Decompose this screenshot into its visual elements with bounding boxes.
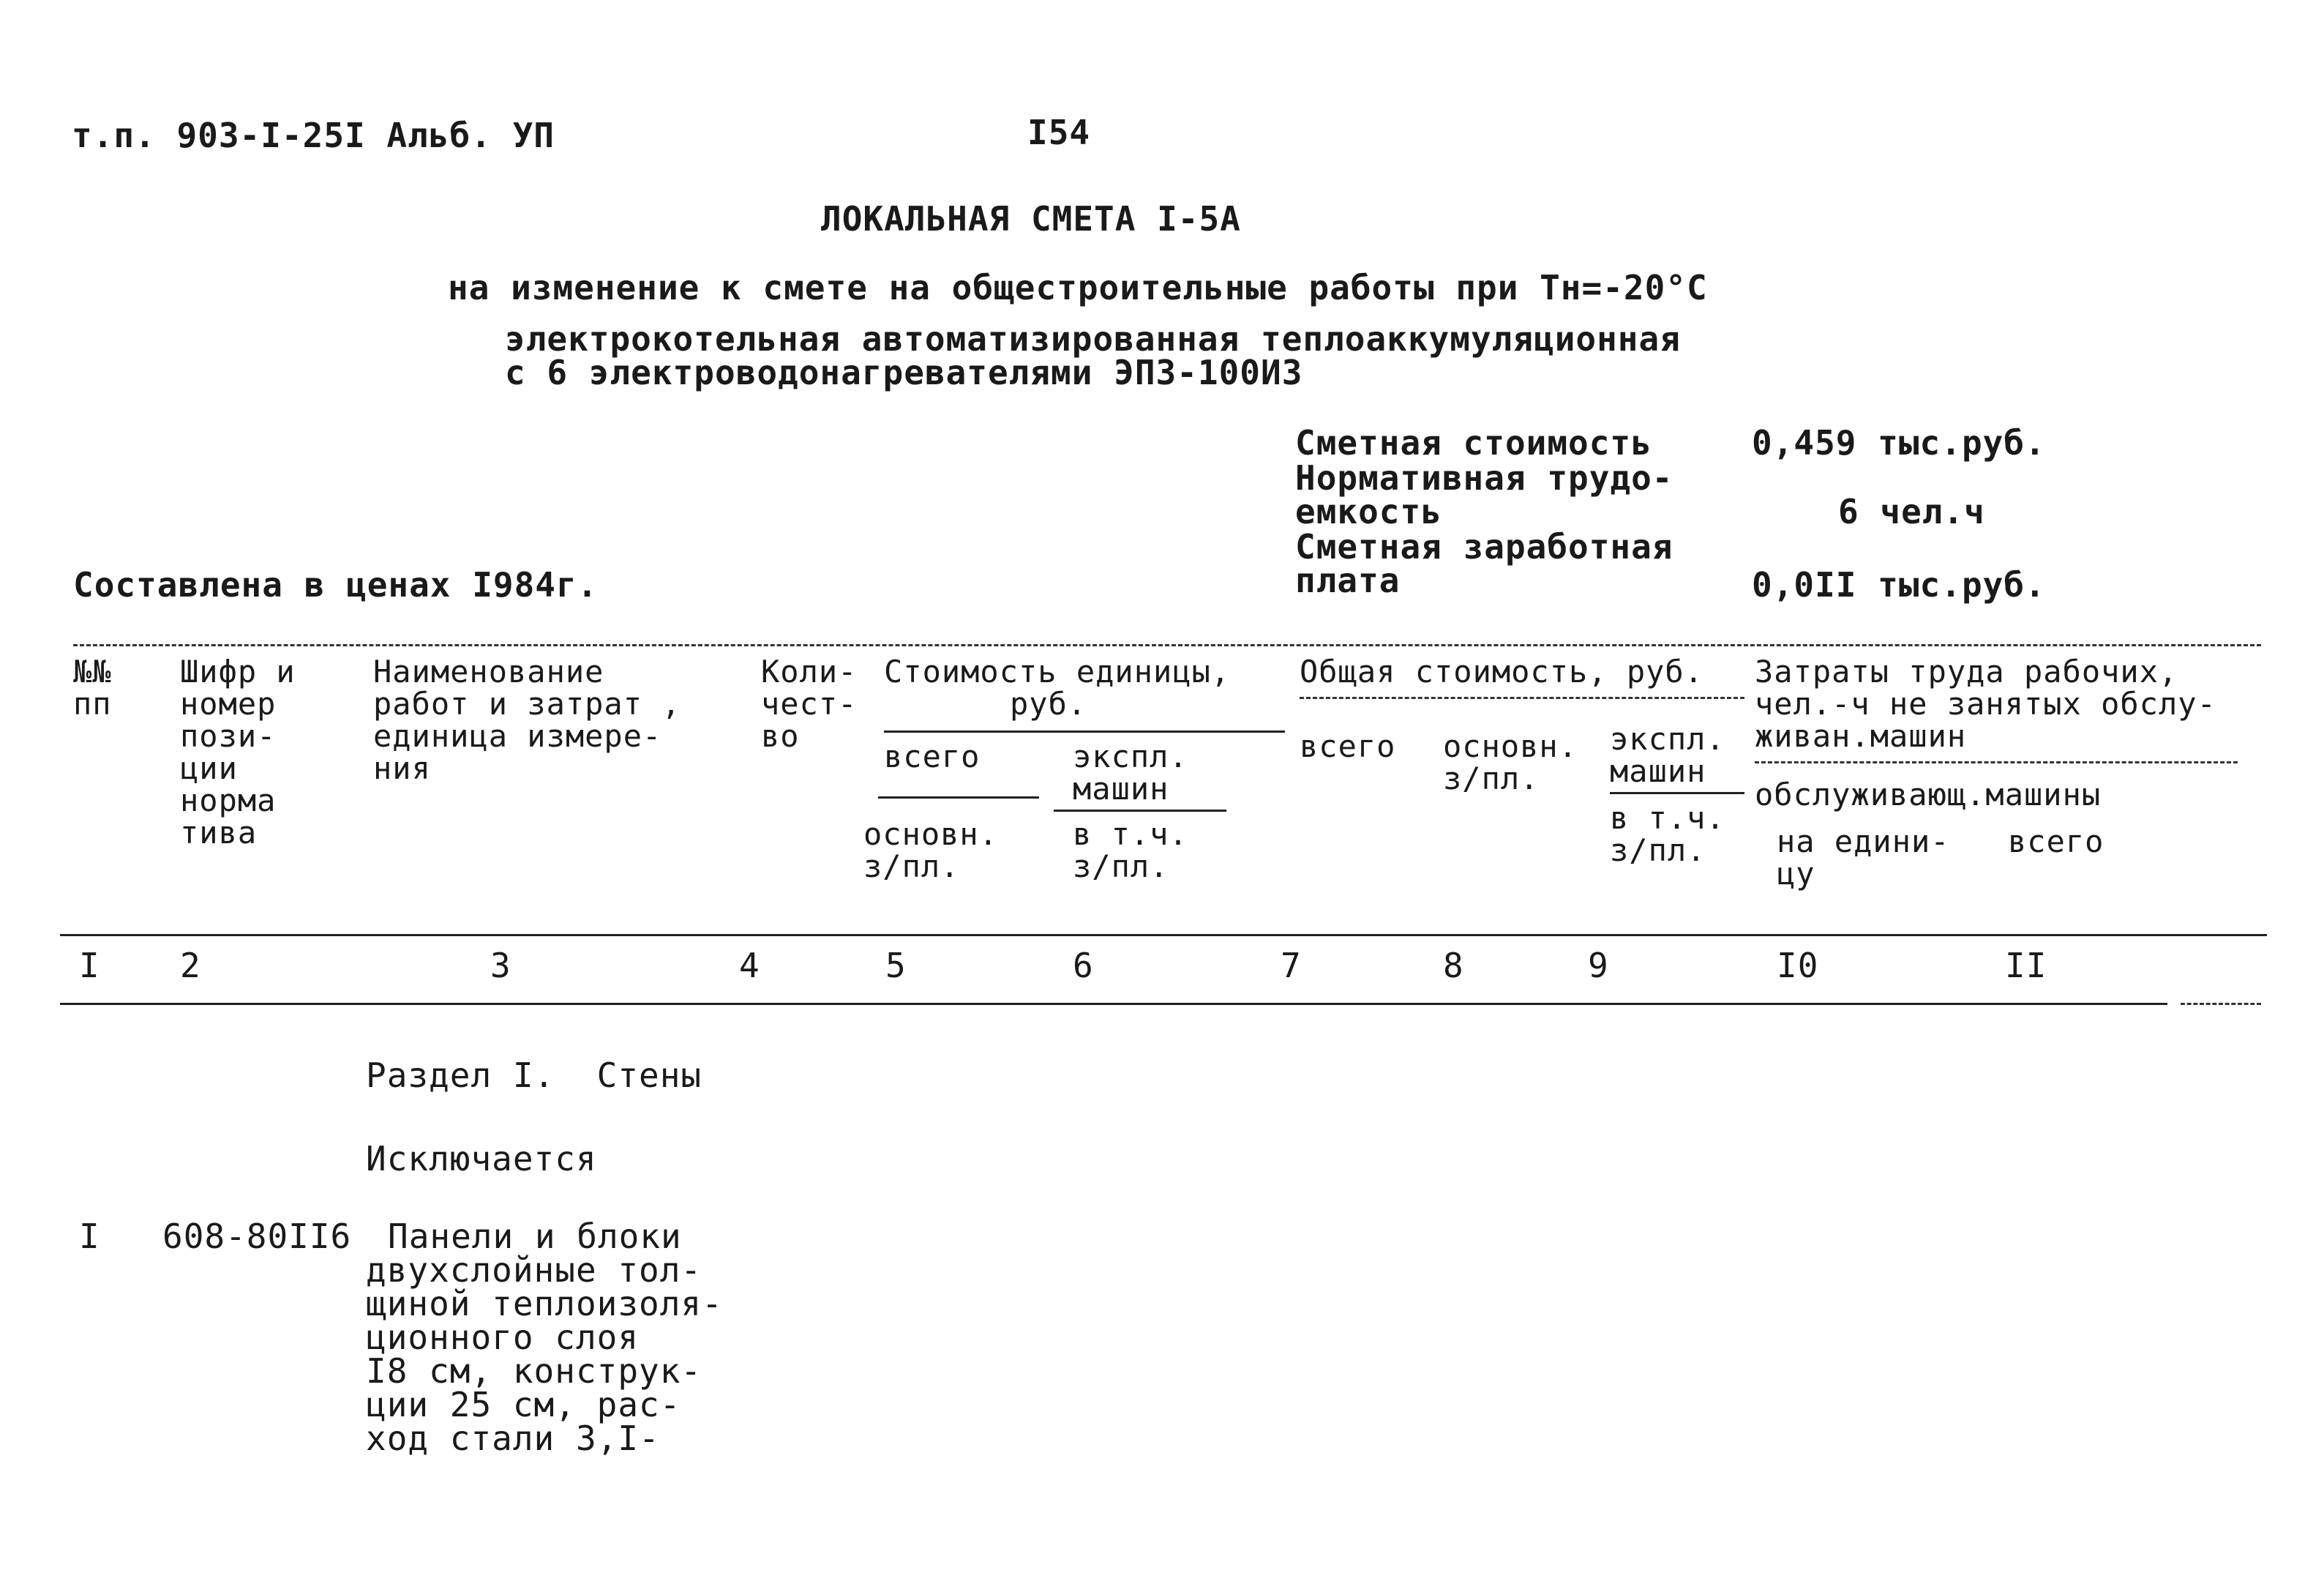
labor-per-unit-header-2: цу [1777,856,1815,892]
estimated-wage-value: 0,0II тыс.руб. [1752,565,2046,605]
total-all-header: всего [1300,728,1396,764]
section-note: Исключается [366,1139,597,1178]
column-number: I0 [1777,946,1819,985]
unit-machine-wage-header-1: в т.ч. [1073,816,1188,852]
estimated-cost-label: Сметная стоимость [1295,423,1652,463]
row-description-line: ции 25 см, рас- [366,1385,681,1424]
total-basic-wage-header-2: з/пл. [1443,761,1540,796]
row-description-line: двухслойные тол- [366,1250,702,1290]
row-description-line: щиной теплоизоля- [366,1284,723,1323]
labor-intensity-label-2: емкость [1295,492,1442,531]
unit-basic-wage-header-2: з/пл. [863,848,960,884]
column-number: I [79,946,100,985]
column-numbers-top-rule [60,934,2267,936]
column-number: II [2005,946,2047,985]
col-code-header-4: ции [180,750,238,786]
column-number: 6 [1073,946,1094,985]
table-top-rule [73,644,2261,646]
col-name-header-4: ния [373,750,431,786]
col-code-header-5: норма [180,782,277,818]
unit-machine-header-1: экспл. [1073,739,1188,774]
labor-intensity-value: 6 чел.ч [1838,492,1985,531]
column-number: 2 [180,946,201,985]
labor-rule [1755,761,2238,763]
col-quantity-header-3: во [761,718,800,754]
unit-cost-header-2: руб. [1010,686,1087,722]
total-cost-header: Общая стоимость, руб. [1300,654,1704,690]
estimated-wage-label-2: плата [1295,561,1401,600]
unit-cost-header-1: Стоимость единицы, [884,654,1231,690]
col-name-header-3: единица измере- [373,718,662,754]
total-machine-wage-header-2: з/пл. [1610,832,1706,868]
unit-machine-header-2: машин [1073,771,1169,807]
row-code: 608-80II6 [162,1217,352,1256]
col-code-header-6: тива [180,815,258,851]
labor-header-4: обслуживающ.машины [1755,777,2102,812]
column-number: 8 [1443,946,1464,985]
estimated-cost-value: 0,459 тыс.руб. [1752,423,2046,463]
total-machine-rule [1610,792,1744,794]
labor-header-2: чел.-ч не занятых обслу- [1755,686,2216,722]
col-quantity-header-1: Коли- [761,654,858,690]
col-name-header-1: Наименование [373,654,604,690]
labor-header-3: живан.машин [1755,718,1967,754]
total-basic-wage-header-1: основн. [1443,728,1578,764]
column-number: 3 [490,946,511,985]
column-number: 7 [1281,946,1302,985]
page-number: I54 [1027,113,1091,152]
labor-intensity-label-1: Нормативная трудо- [1295,458,1673,498]
document-reference: т.п. 903-I-25I Альб. УП [72,116,555,155]
estimate-subtitle: на изменение к смете на общестроительные работы при Тн=-20°С [448,268,1708,307]
total-machine-header-2: машин [1610,753,1706,789]
unit-machine-rule [1054,810,1226,812]
total-machine-wage-header-1: в т.ч. [1610,800,1725,836]
row-description-line: ционного слоя [366,1318,640,1357]
row-description-line: I8 см, конструк- [366,1351,702,1391]
col-quantity-header-2: чест- [761,686,858,722]
unit-total-rule [878,796,1039,799]
estimate-title: ЛОКАЛЬНАЯ СМЕТА I-5А [821,199,1241,239]
estimated-wage-label-1: Сметная заработная [1295,527,1673,567]
labor-header-1: Затраты труда рабочих, [1755,654,2178,690]
col-number-header-1: №№ [73,654,112,690]
column-numbers-bottom-rule [60,1003,2167,1005]
row-description-line: Панели и блоки [388,1217,682,1256]
labor-per-unit-header-1: на едини- [1777,823,1950,859]
row-number: I [79,1217,100,1256]
col-code-header-2: номер [180,686,277,722]
object-description-line2: с 6 электроводонагревателями ЭПЗ-100И3 [505,353,1303,392]
column-number: 4 [739,946,760,985]
col-code-header-3: пози- [180,718,277,754]
unit-total-header: всего [884,739,981,774]
column-number: 5 [885,946,907,985]
object-description-line1: электрокотельная автоматизированная теплоаккумуляционная [505,319,1681,359]
col-code-header-1: Шифр и [180,654,296,690]
col-name-header-2: работ и затрат , [373,686,681,722]
unit-basic-wage-header-1: основн. [863,816,999,852]
total-machine-header-1: экспл. [1610,721,1725,757]
section-title: Раздел I. Стены [366,1055,702,1095]
row-description-line: ход стали 3,I- [366,1419,660,1458]
column-number: 9 [1588,946,1609,985]
unit-machine-wage-header-2: з/пл. [1073,848,1169,884]
column-numbers-bottom-rule-tail [2181,1003,2261,1005]
total-cost-rule [1300,697,1744,699]
price-basis-note: Составлена в ценах I984г. [73,565,599,605]
col-number-header-2: пп [73,686,112,722]
unit-cost-rule [884,731,1285,733]
labor-total-header: всего [2008,823,2104,859]
